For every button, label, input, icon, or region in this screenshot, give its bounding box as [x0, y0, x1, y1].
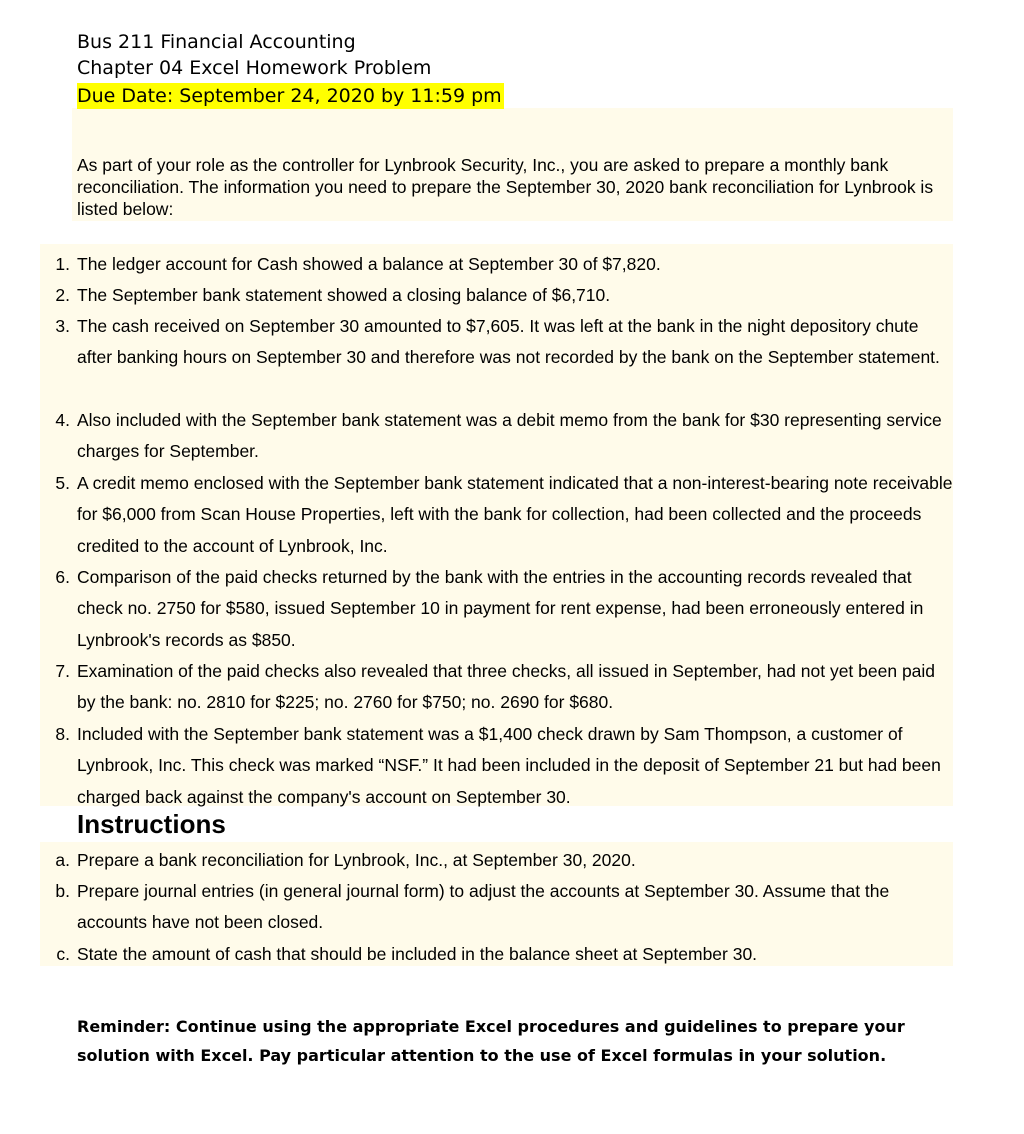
- list-item-number: 6.: [55, 567, 70, 587]
- instruction-letter: a.: [55, 850, 70, 870]
- list-item-number: 8.: [55, 724, 70, 744]
- list-item: [40, 249, 955, 280]
- reminder-note: Reminder: Continue using the appropriate Excel procedures and guidelines to prepare your solution with Excel. Pay particular attention to the use of Excel formulas in your solution.: [77, 1017, 905, 1065]
- course-title: Bus 211 Financial Accounting: [77, 31, 356, 53]
- intro-paragraph: As part of your role as the controller for Lynbrook Security, Inc., you are asked to prepare a monthly bank reconciliation. The information you need to prepare the September 30, 2020 bank reconciliation for Lynbrook is listed below:: [77, 155, 934, 219]
- list-item: [40, 311, 955, 374]
- list-item-text: Comparison of the paid checks returned by the bank with the entries in the accounting records revealed that check no. 2750 for $580, issued September 10 in payment for rent expense, had been erroneously entered in Lynbrook's records as $850.: [77, 567, 924, 650]
- list-item: [40, 280, 955, 311]
- instruction-item: [40, 876, 955, 939]
- list-item-text: Also included with the September bank statement was a debit memo from the bank for $30 representing service charges for September.: [77, 410, 942, 462]
- list-item-text: Included with the September bank statement was a $1,400 check drawn by Sam Thompson, a customer of Lynbrook, Inc. This check was marked “NSF.” It had been included in the deposit of September 21 but had been charged back against the company's account on September 30.: [77, 724, 941, 807]
- list-item-number: 5.: [55, 473, 70, 493]
- due-date: Due Date: September 24, 2020 by 11:59 pm: [77, 85, 502, 107]
- list-item-number: 1.: [55, 254, 70, 274]
- list-item: [40, 405, 955, 468]
- list-item-text: The cash received on September 30 amounted to $7,605. It was left at the bank in the night depository chute after banking hours on September 30 and therefore was not recorded by the bank on the September statement.: [77, 316, 940, 368]
- list-item: [40, 562, 955, 656]
- list-item-text: A credit memo enclosed with the September bank statement indicated that a non-interest-bearing note receivable for $6,000 from Scan House Properties, left with the bank for collection, had been collected and the proceeds credited to the account of Lynbrook, Inc.: [77, 473, 953, 556]
- instruction-text: Prepare journal entries (in general journal form) to adjust the accounts at September 30. Assume that the accounts have not been closed.: [77, 881, 890, 933]
- instruction-letter: c.: [56, 944, 70, 964]
- assignment-title: Chapter 04 Excel Homework Problem: [77, 57, 432, 79]
- instruction-text: State the amount of cash that should be included in the balance sheet at September 30.: [77, 944, 758, 964]
- list-item-text: Examination of the paid checks also revealed that three checks, all issued in September, had not yet been paid by the bank: no. 2810 for $225; no. 2760 for $750; no. 2690 for $680.: [77, 661, 936, 713]
- instructions-heading: Instructions: [77, 809, 226, 839]
- instruction-letter: b.: [55, 881, 70, 901]
- instruction-item: [40, 939, 955, 970]
- list-item: [40, 719, 955, 813]
- list-item-number: 4.: [55, 410, 70, 430]
- list-item-text: The ledger account for Cash showed a balance at September 30 of $7,820.: [77, 254, 661, 274]
- instruction-text: Prepare a bank reconciliation for Lynbrook, Inc., at September 30, 2020.: [77, 850, 636, 870]
- list-item-text: The September bank statement showed a closing balance of $6,710.: [77, 285, 611, 305]
- list-item: [40, 468, 955, 562]
- instruction-item: [40, 845, 955, 876]
- list-item-number: 3.: [55, 316, 70, 336]
- list-item: [40, 656, 955, 719]
- list-item-number: 7.: [55, 661, 70, 681]
- list-item-number: 2.: [55, 285, 70, 305]
